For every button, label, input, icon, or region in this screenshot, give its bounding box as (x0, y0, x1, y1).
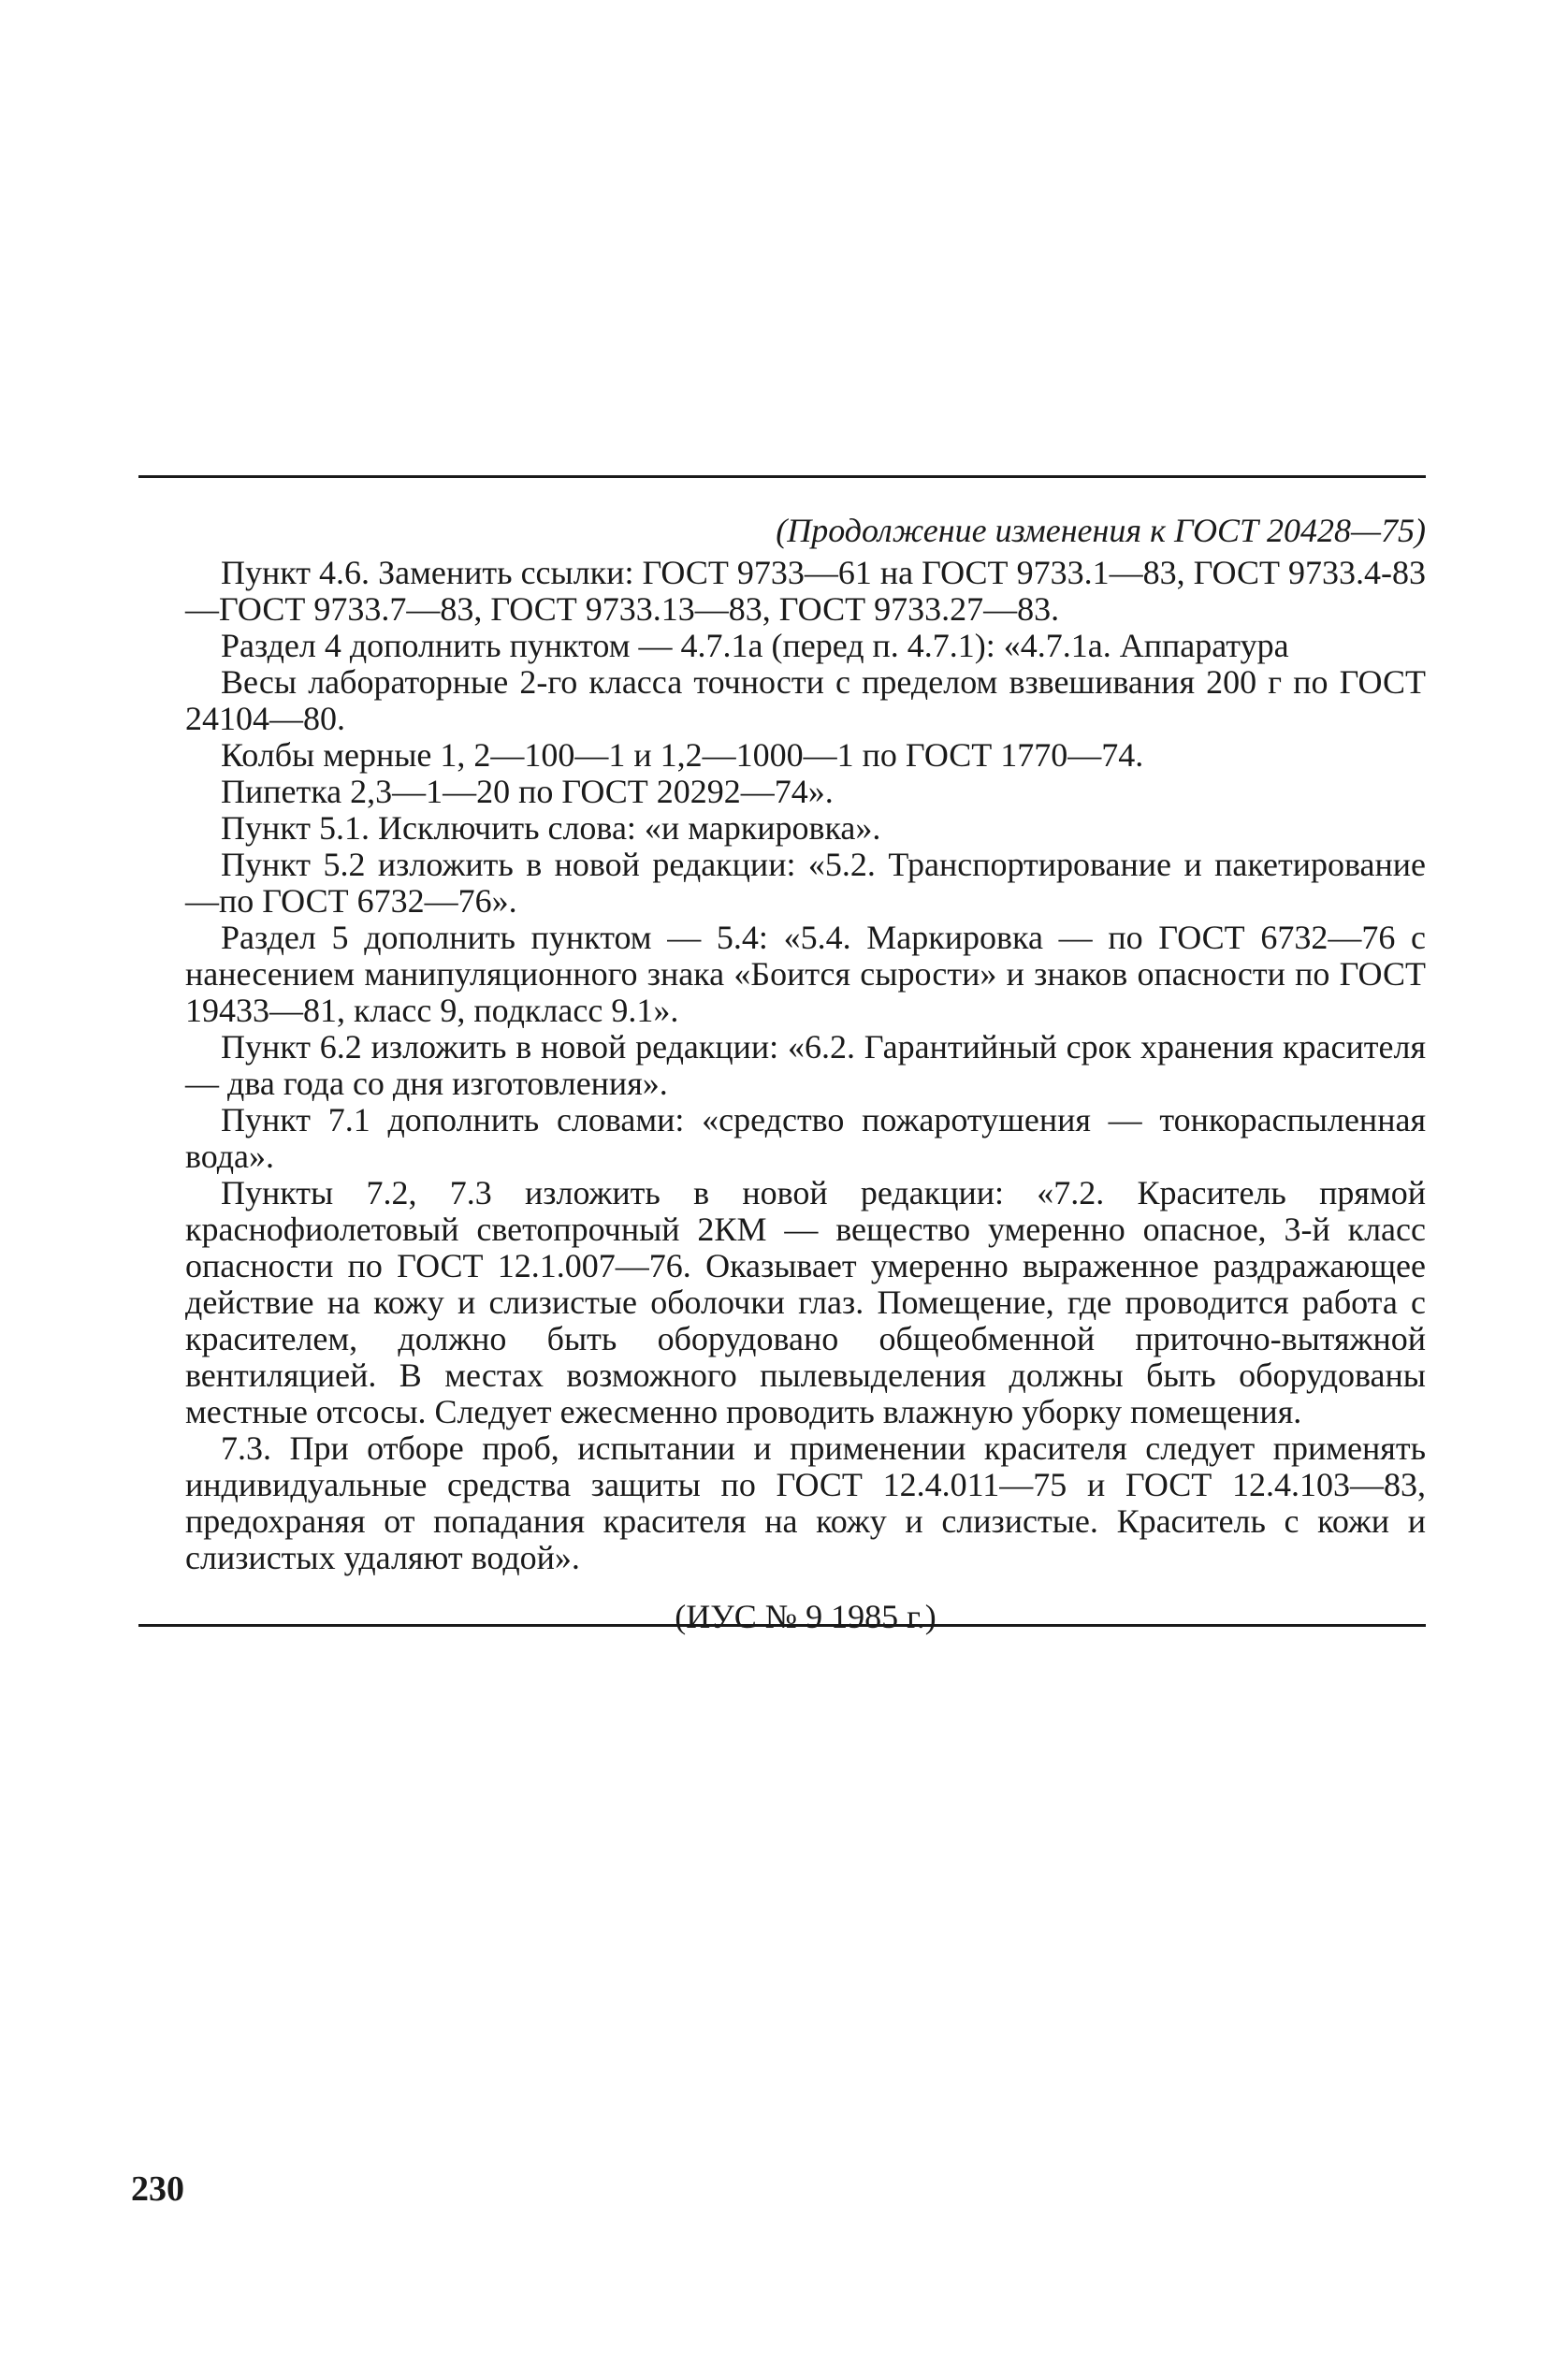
paragraph-section-4: Раздел 4 дополнить пунктом — 4.7.1а (перед п. 4.7.1): «4.7.1а. Аппаратура (221, 627, 1289, 664)
paragraph-7-1: Пункт 7.1 дополнить словами: «средство пожаротушения — тонкораспыленная вода». (185, 1101, 1426, 1175)
paragraph-scales: Весы лабораторные 2-го класса точности с пределом взвешивания 200 г по ГОСТ 24104—80. (185, 663, 1426, 737)
document-body (185, 513, 1426, 1635)
continuation-heading: (Продолжение изменения к ГОСТ 20428—75) (776, 512, 1426, 549)
paragraph-6-2: Пункт 6.2 изложить в новой редакции: «6.2. Гарантийный срок хранения красителя — два года со дня изготовления». (185, 1028, 1426, 1102)
paragraph-4-6: Пункт 4.6. Заменить ссылки: ГОСТ 9733—61 на ГОСТ 9733.1—83, ГОСТ 9733.4-83—ГОСТ 9733.7—83, ГОСТ 9733.13—83, ГОСТ 9733.27—83. (185, 554, 1426, 628)
paragraph-flasks: Колбы мерные 1, 2—100—1 и 1,2—1000—1 по ГОСТ 1770—74. (221, 736, 1144, 774)
paragraph-section-5: Раздел 5 дополнить пунктом — 5.4: «5.4. Маркировка — по ГОСТ 6732—76 с нанесением манипуляционного знака «Боится сырости» и знаков опасности по ГОСТ 19433—81, класс 9, подкласс 9.1». (185, 919, 1426, 1029)
paragraph-pipette: Пипетка 2,3—1—20 по ГОСТ 20292—74». (221, 773, 834, 810)
paragraph-5-1: Пункт 5.1. Исключить слова: «и маркировка». (221, 809, 881, 847)
paragraph-7-2: Пункты 7.2, 7.3 изложить в новой редакции: «7.2. Краситель прямой краснофиолетовый светопрочный 2КМ — вещество умеренно опасное, 3-й класс опасности по ГОСТ 12.1.007—76. Оказывает умеренно выраженное раздражающее действие на кожу и слизистые оболочки глаз. Помещение, где проводится работа с красителем, должно быть оборудовано общеобменной приточно-вытяжной вентиляцией. В местах возможного пылевыделения должны быть оборудованы местные отсосы. Следует ежесменно проводить влажную уборку помещения. (185, 1174, 1426, 1430)
bottom-rule (138, 1624, 1426, 1627)
page-number: 230 (131, 2169, 184, 2209)
top-rule (138, 475, 1426, 478)
paragraph-7-3: 7.3. При отборе проб, испытании и применении красителя следует применять индивидуальные средства защиты по ГОСТ 12.4.011—75 и ГОСТ 12.4.103—83, предохраняя от попадания красителя на кожу и слизистые. Краситель с кожи и слизистых удаляют водой». (185, 1429, 1426, 1576)
source-note: (ИУС № 9 1985 г.) (675, 1598, 936, 1635)
paragraph-5-2: Пункт 5.2 изложить в новой редакции: «5.2. Транспортирование и пакетирование —по ГОСТ 6732—76». (185, 846, 1426, 920)
